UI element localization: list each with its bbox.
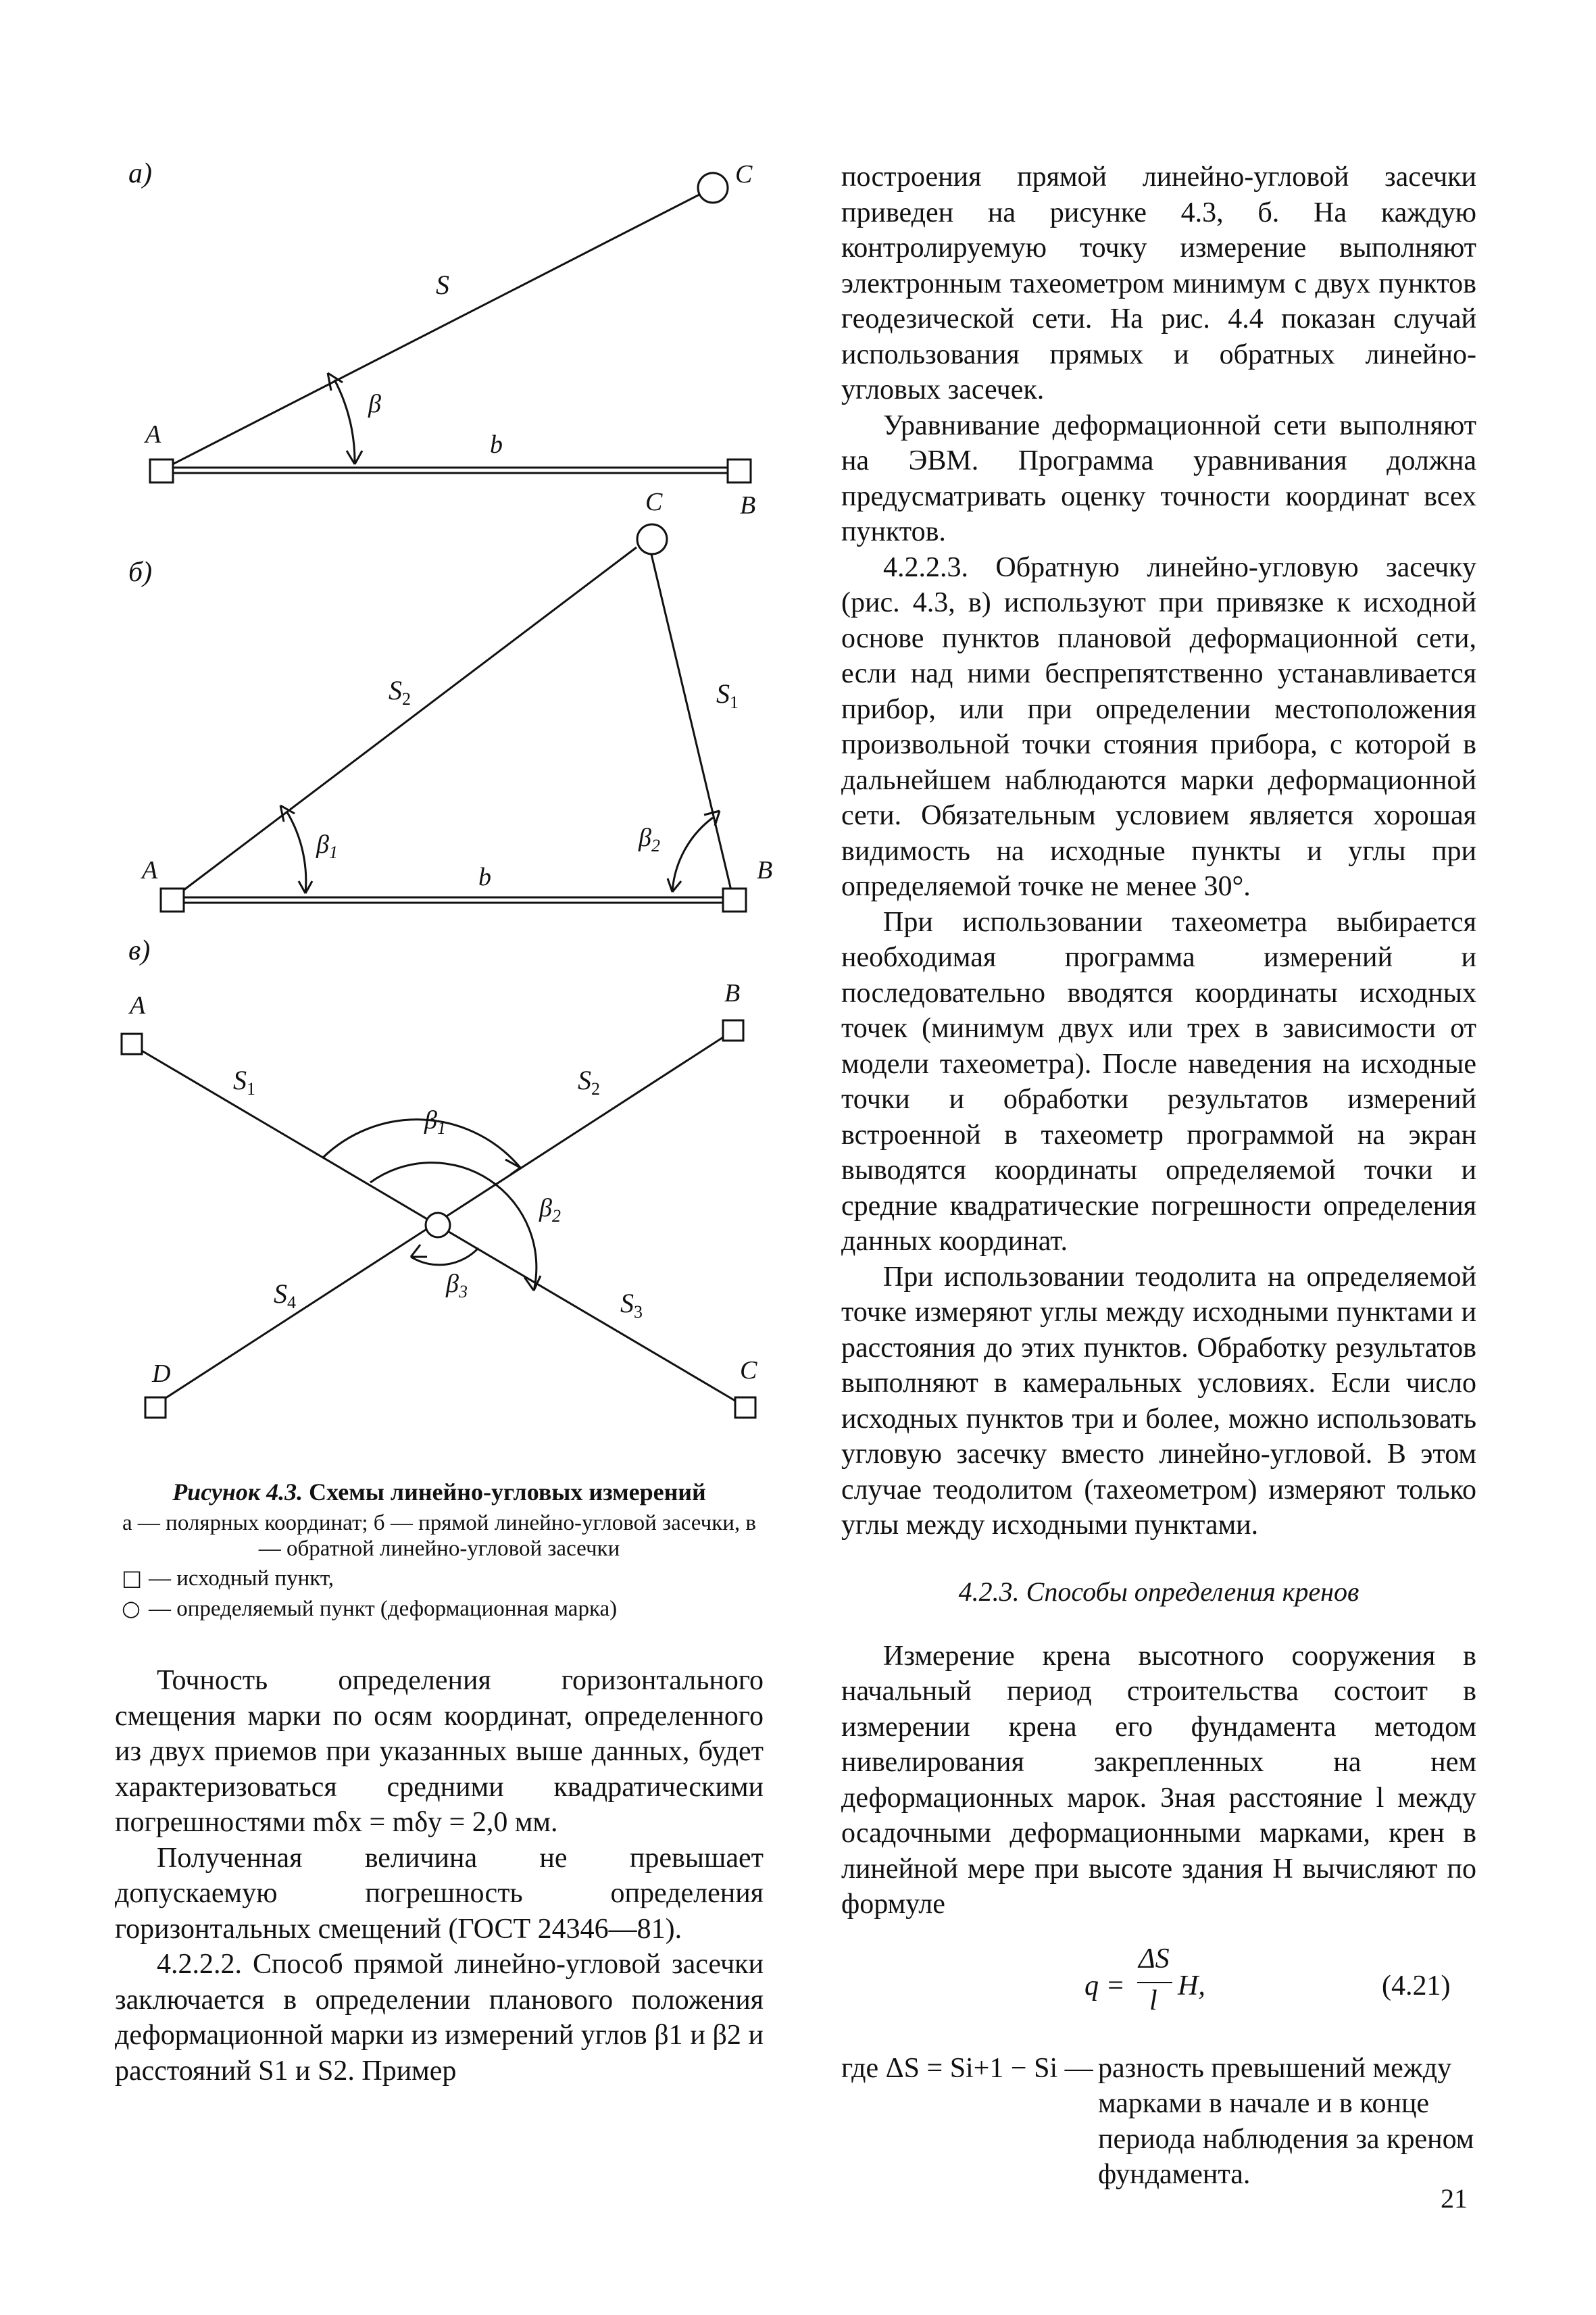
- angle-b2-arc: [672, 818, 713, 892]
- line-s1-label: $S_1$: [233, 1065, 255, 1099]
- figure-caption-title: [115, 1478, 764, 1506]
- point-b-square: [723, 889, 746, 912]
- angle-b1-label: $\beta_1$: [424, 1106, 446, 1138]
- angle-arc: [334, 380, 355, 464]
- where-rhs: разность превышений между марками в начале и в конце периода наблюдения за креном фундамента.: [1098, 2052, 1474, 2190]
- line-s4-label: $S_4$: [274, 1278, 296, 1312]
- point-c-label: C: [740, 1356, 757, 1385]
- line-s2: [172, 547, 637, 899]
- angle-b1-arrowhead: [280, 805, 312, 893]
- point-b-label: B: [724, 979, 741, 1007]
- point-a-square: [150, 459, 173, 482]
- point-a-label: A: [142, 856, 158, 885]
- circle-icon: ○: [122, 1595, 141, 1621]
- angle-b1-label: $\beta_1$: [316, 830, 338, 862]
- formula-lhs: q =: [1084, 1970, 1125, 2001]
- square-icon: □: [122, 1565, 143, 1591]
- legend-item-source: [122, 1563, 764, 1593]
- where-lhs: где ΔS = Si+1 − Si —: [841, 2052, 1093, 2084]
- angle-b3-arrowhead: [411, 1245, 427, 1257]
- point-b-square: [723, 1020, 743, 1041]
- left-paragraph-1: Точность определения горизонтального смещения марки по осям координат, определенного из двух приемов при указанных выше данных, будет характеризоваться средними квадратическими погрешностями mδx = mδy = 2,0 мм.: [115, 1665, 764, 1838]
- figure-4-3: [115, 135, 773, 1480]
- point-b-label: B: [740, 491, 756, 520]
- right-paragraph-5: При использовании теодолита на определяемой точке измеряют углы между исходными пунктами и расстояния до этих пунктов. Обработку результатов выполняют в камеральных условиях. Если число исходных пунктов три и более, можно использовать угловую засечку вместо линейно-угловой. В этом случае теодолитом (тахеометром) измеряют только углы между исходными пунктами.: [841, 1261, 1476, 1541]
- angle-b3-label: $\beta_3$: [446, 1270, 468, 1301]
- point-c-label: C: [735, 160, 753, 189]
- right-paragraph-4: При использовании тахеометра выбирается необходимая программа измерений и последовательно вводятся координаты исходных точек (минимум двух или трех в зависимости от модели тахеометра). После наведения на исходные точки и обработки результатов измерений встроенной в тахеометр программой на экран выводятся координаты определяемой точки и средние квадратические погрешности определения данных координат.: [841, 906, 1476, 1257]
- left-paragraph-2: Полученная величина не превышает допускаемую погрешность определения горизонтальных смещений (ГОСТ 24346—81).: [115, 1842, 764, 1945]
- panel-a-label: а): [128, 158, 152, 189]
- right-paragraph-1: построения прямой линейно-угловой засечки приведен на рисунке 4.3, б. На каждую контролируемую точку измерение выполняют электронным тахеометром минимум с двух пунктов геодезической сети. На рис. 4.4 показан случай использования прямых и обратных линейно-угловых засечек.: [841, 161, 1476, 405]
- line-s2-label: $S_2$: [578, 1065, 600, 1099]
- point-a-label: A: [130, 991, 146, 1020]
- right-column: [841, 159, 1476, 2193]
- legend-text: — исходный пункт,: [149, 1566, 334, 1591]
- formula-4-21: [841, 1943, 1476, 2024]
- angle-b1-arc: [287, 812, 306, 893]
- formula-where: [841, 2051, 1476, 2193]
- line-s-label: S: [436, 270, 449, 300]
- page-number: 21: [1441, 2183, 1468, 2214]
- line-s2-label: $S_2$: [389, 675, 411, 709]
- right-paragraph-3: 4.2.2.3. Обратную линейно-угловую засечку (рис. 4.3, в) используют при привязке к исходной основе пунктов плановой деформационной сети, если над ними беспрепятственно устанавливается прибор, или при определении местоположения произвольной точки стояния прибора, с которой в дальнейшем наблюдаются марки деформационной сети. Обязательным условием является хорошая видимость на исходные пункты и углы при определяемой точке не менее 30°.: [841, 551, 1476, 902]
- panel-b-label: б): [128, 557, 153, 588]
- panel-a: [128, 158, 755, 520]
- panel-b: [128, 488, 772, 912]
- caption-title: Схемы линейно-угловых измерений: [309, 1478, 706, 1505]
- angle-b2-label: $\beta_2$: [539, 1194, 561, 1226]
- formula-denominator: l: [1149, 1985, 1157, 2016]
- line-b-label: b: [478, 863, 491, 891]
- line-s1-label: $S_1$: [716, 678, 739, 712]
- formula-rhs: H,: [1178, 1970, 1205, 2001]
- section-paragraph: Измерение крена высотного сооружения в начальный период строительства состоит в измерении крена его фундамента методом нивелирования закрепленных на нем деформационных марок. Зная расстояние l между осадочными деформационными марками, крен в линейной мере при высоте здания H вычисляют по формуле: [841, 1640, 1476, 1920]
- angle-b2-arrowhead: [668, 811, 720, 892]
- panel-c: [122, 935, 757, 1418]
- section-title: 4.2.3. Способы определения кренов: [958, 1576, 1360, 1607]
- point-d-square: [145, 1397, 166, 1418]
- point-b-square: [728, 459, 751, 482]
- line-s3-label: $S_3$: [620, 1288, 643, 1322]
- legend-item-target: [122, 1593, 764, 1624]
- left-paragraph-3: 4.2.2.2. Способ прямой линейно-угловой засечки заключается в определении планового положения деформационной марки из измерений углов β1 и β2 и расстояний S1 и S2. Пример: [115, 1949, 764, 2087]
- formula-number: (4.21): [1382, 1970, 1451, 2001]
- right-paragraph-2: Уравнивание деформационной сети выполняют на ЭВМ. Программа уравнивания должна предусматривать оценку точности координат всех пунктов.: [841, 409, 1476, 547]
- point-b-label: B: [757, 856, 773, 885]
- point-a-square: [161, 889, 184, 912]
- formula-fraction-bar: [1137, 1982, 1172, 1983]
- angle-beta-label: β: [368, 390, 381, 418]
- angle-b2-label: $\beta_2$: [639, 824, 660, 855]
- line-s: [162, 195, 699, 470]
- angle-b1-arrowhead: [505, 1160, 520, 1174]
- point-d-label: D: [152, 1360, 171, 1388]
- point-c-circle: [637, 524, 667, 554]
- point-a-label: A: [145, 420, 161, 449]
- figure-legend: [122, 1563, 764, 1624]
- point-c-label: C: [645, 488, 663, 516]
- point-a-square: [122, 1034, 142, 1054]
- left-column: [115, 135, 773, 2089]
- formula-numerator: ΔS: [1139, 1943, 1170, 1974]
- legend-text: — определяемый пункт (деформационная марка): [149, 1597, 618, 1621]
- panel-c-label: в): [128, 935, 151, 966]
- angle-b1-arc: [323, 1120, 520, 1168]
- figure-caption-subtitle: а — полярных координат; б — прямой линейно-угловой засечки, в — обратной линейно-угловой засечки: [122, 1511, 756, 1561]
- line-b-label: b: [490, 430, 503, 459]
- point-c-square: [735, 1397, 755, 1418]
- line-s1: [650, 549, 733, 899]
- caption-prefix: Рисунок 4.3.: [172, 1478, 303, 1505]
- point-p-circle: [426, 1213, 450, 1237]
- point-c-circle: [698, 173, 728, 203]
